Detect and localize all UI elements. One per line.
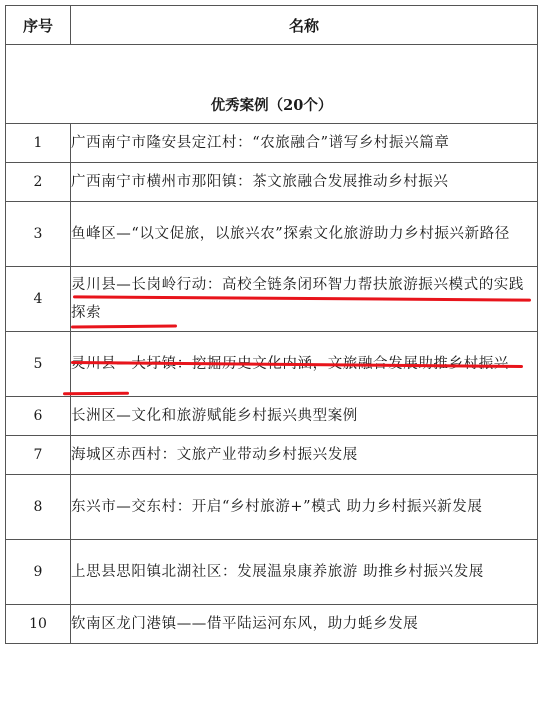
row-number: 8 <box>6 475 71 540</box>
row-name: 上思县思阳镇北湖社区：发展温泉康养旅游 助推乡村振兴发展 <box>71 540 538 605</box>
section-title: 优秀案例（20个） <box>6 45 538 124</box>
header-name: 名称 <box>71 6 538 45</box>
row-name: 东兴市—交东村：开启“乡村旅游+”模式 助力乡村振兴新发展 <box>71 475 538 540</box>
red-underline-mark <box>73 295 531 301</box>
row-number: 9 <box>6 540 71 605</box>
row-number: 1 <box>6 124 71 163</box>
table-row-highlighted <box>6 267 538 332</box>
row-name: 广西南宁市横州市那阳镇：茶文旅融合发展推动乡村振兴 <box>71 163 538 202</box>
row-name-underlined <box>71 332 538 397</box>
table-row <box>6 202 538 267</box>
row-number: 4 <box>6 267 71 332</box>
row-number: 6 <box>6 397 71 436</box>
row-number: 10 <box>6 605 71 644</box>
row-number: 7 <box>6 436 71 475</box>
row-number: 3 <box>6 202 71 267</box>
row-name: 海城区赤西村：文旅产业带动乡村振兴发展 <box>71 436 538 475</box>
row-name: 钦南区龙门港镇——借平陆运河东风，助力蚝乡发展 <box>71 605 538 644</box>
row-name-underlined <box>71 267 538 332</box>
red-underline-mark <box>63 392 129 396</box>
table-row <box>6 436 538 475</box>
table-row <box>6 475 538 540</box>
row-name: 广西南宁市隆安县定江村：“农旅融合”谱写乡村振兴篇章 <box>71 124 538 163</box>
header-row <box>6 6 538 45</box>
header-number: 序号 <box>6 6 71 45</box>
row-number: 2 <box>6 163 71 202</box>
row-name: 长洲区—文化和旅游赋能乡村振兴典型案例 <box>71 397 538 436</box>
table-row <box>6 124 538 163</box>
row-name: 鱼峰区—“以文促旅，以旅兴农”探索文化旅游助力乡村振兴新路径 <box>71 202 538 267</box>
row-name-text: 灵川县—长岗岭行动：高校全链条闭环智力帮扶旅游振兴模式的实践探索 <box>71 277 524 321</box>
table-row <box>6 540 538 605</box>
table-row <box>6 397 538 436</box>
red-underline-mark <box>71 324 177 328</box>
table-row <box>6 605 538 644</box>
table-row-highlighted <box>6 332 538 397</box>
row-number: 5 <box>6 332 71 397</box>
table-row <box>6 163 538 202</box>
section-row <box>6 45 538 124</box>
case-list-table <box>5 5 538 644</box>
